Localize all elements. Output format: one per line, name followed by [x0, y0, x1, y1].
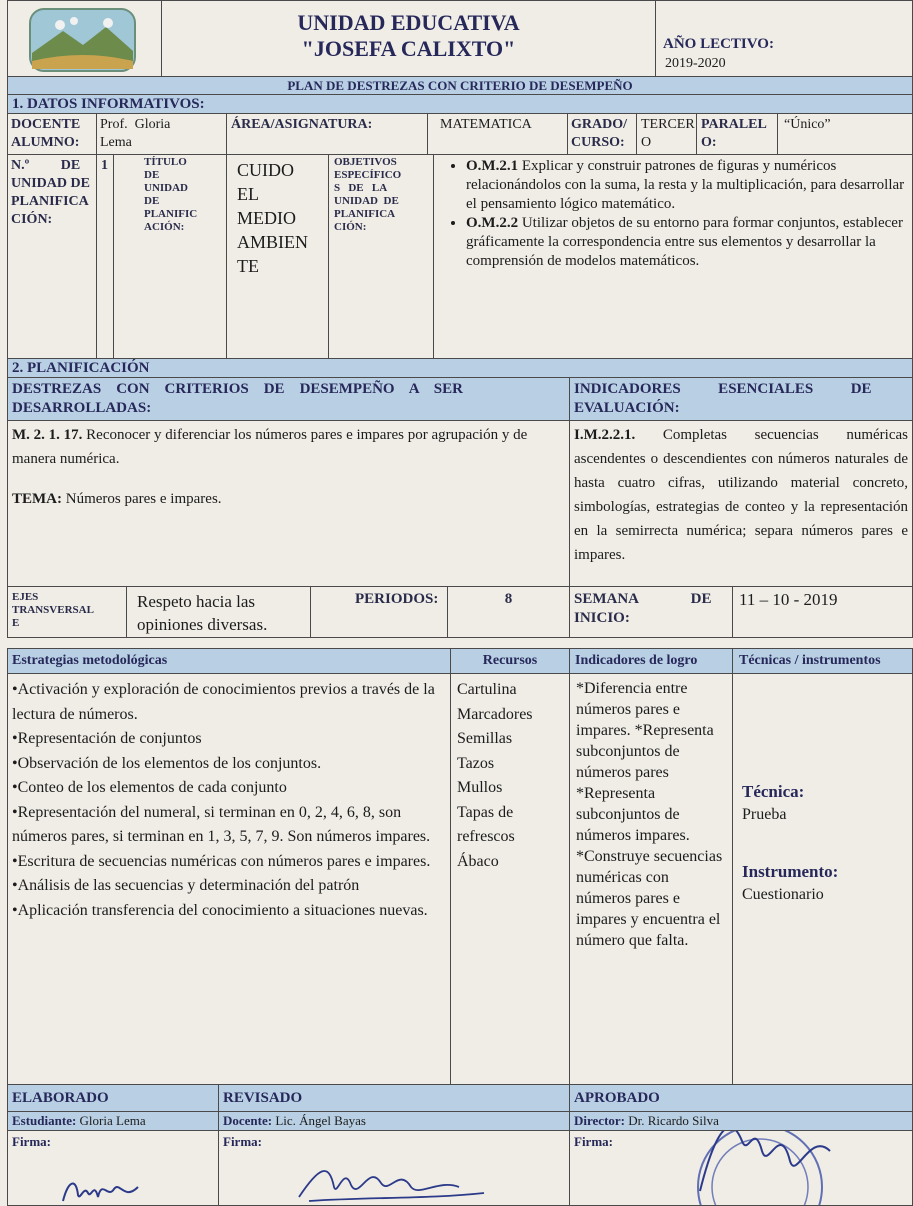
- grado-value-line1: TERCER: [641, 117, 695, 132]
- firma-label-docente: Firma:: [223, 1134, 262, 1149]
- indicadores-logro-text: *Diferencia entre números pares e impares. *Representa subconjuntos de números pares *Representa subconjuntos de números impares. *Construye secuencias numéricas con números pares e impares y encuentra el número que falta.: [576, 680, 723, 949]
- estrategia-item: •Activación y exploración de conocimientos previos a través de la lectura de números.: [12, 681, 435, 723]
- semana-label-line2: INICIO:: [574, 610, 630, 626]
- estrategias-list: [12, 678, 444, 923]
- ejes-value-cell: [126, 586, 311, 638]
- estrategias-header-cell: [7, 648, 451, 674]
- estrategia-item: •Aplicación transferencia del conocimiento a situaciones nuevas.: [12, 901, 428, 919]
- grado-label-line2: CURSO:: [571, 135, 625, 150]
- estrategia-item: •Escritura de secuencias numéricas con números pares e impares.: [12, 852, 431, 870]
- titulo-label-line2: DE: [144, 169, 160, 181]
- docente-value-line2: Lema: [100, 135, 132, 150]
- director-line: [574, 1112, 912, 1130]
- semana-label-line1: SEMANA DE: [574, 591, 712, 607]
- recurso-item: Marcadores: [457, 705, 533, 723]
- titulo-label-cell: [113, 154, 227, 359]
- ejes-label-line3: E: [12, 617, 20, 629]
- unidad-label-line2: UNIDAD DE: [11, 176, 90, 191]
- destrezas-header-line1: DESTREZAS CON CRITERIOS DE DESEMPEÑO A SER: [12, 381, 463, 397]
- objetivo-item-1: [466, 157, 912, 214]
- unidad-label-line4: CIÓN:: [11, 212, 53, 227]
- semana-value-cell: [732, 586, 913, 638]
- recurso-item: Ábaco: [457, 852, 499, 870]
- docente-firma-value: Lic. Ángel Bayas: [272, 1113, 366, 1128]
- titulo-value-line5: TE: [237, 256, 259, 276]
- school-name-line2: "JOSEFA CALIXTO": [301, 36, 516, 61]
- firma-docente-cell: [218, 1130, 570, 1206]
- titulo-label-line1: TÍTULO: [144, 156, 187, 168]
- objetivo-text-2: Utilizar objetos de su entorno para formar conjuntos, establecer gráficamente la correspondencia entre sus elementos y desarrollar la comprensión de modelos matemáticos.: [466, 215, 903, 269]
- tecnica-label: Técnica:: [742, 782, 805, 801]
- ejes-value: Respeto hacia las opiniones diversas.: [137, 592, 268, 634]
- revisado-header-cell: [218, 1084, 570, 1112]
- elaborado-title: ELABORADO: [12, 1090, 109, 1106]
- signature-estudiante: [58, 1171, 188, 1206]
- estudiante-cell: [7, 1111, 219, 1131]
- semana-label-cell: [569, 586, 733, 638]
- firma-label-director: Firma:: [574, 1134, 613, 1149]
- objetivo-text-1: Explicar y construir patrones de figuras y numéricos relacionándolos con la suma, la resta y la multiplicación, para desarrollar el pensamiento lógico matemático.: [466, 158, 905, 212]
- director-seal-and-signature: [630, 1130, 890, 1206]
- indicadores-logro-header-cell: [569, 648, 733, 674]
- periodos-label: PERIODOS:: [355, 591, 439, 607]
- destreza-text: Reconocer y diferenciar los números pares e impares por agrupación y de manera numérica.: [12, 427, 528, 467]
- objetivos-label-cell: [328, 154, 434, 359]
- director-label: Director:: [574, 1113, 626, 1128]
- grado-value-cell: [636, 113, 697, 155]
- docente-value-line1: Prof. Gloria: [100, 117, 171, 132]
- tecnicas-header-cell: [732, 648, 913, 674]
- datos-section-band: [7, 94, 913, 114]
- indicadores-header-cell: [569, 377, 913, 421]
- estudiante-line: [12, 1112, 218, 1130]
- docente-label-line1: DOCENTE: [11, 117, 81, 132]
- periodos-label-cell: [310, 586, 448, 638]
- objetivos-label-line3: S DE LA: [334, 182, 388, 194]
- objetivos-list-cell: [433, 154, 913, 359]
- titulo-value-line4: AMBIEN: [237, 232, 308, 252]
- firma-label-estudiante: Firma:: [12, 1134, 51, 1149]
- recurso-item: Tazos: [457, 754, 495, 772]
- ejes-label-cell: [7, 586, 127, 638]
- titulo-value-line3: MEDIO: [237, 208, 296, 228]
- indicador-cell: [569, 420, 913, 587]
- unidad-value-cell: [96, 154, 114, 359]
- school-year-cell: [655, 0, 913, 77]
- school-logo: [8, 1, 161, 76]
- tecnicas-cell: [732, 673, 913, 1085]
- objetivo-item-2: [466, 214, 912, 271]
- area-value: MATEMATICA: [440, 117, 532, 132]
- objetivos-label-line2: ESPECÍFICO: [334, 169, 402, 181]
- planificacion-section-band: [7, 358, 913, 378]
- destrezas-header-line2: DESARROLLADAS:: [12, 400, 152, 416]
- school-title-cell: [161, 0, 656, 77]
- docente-label-line2: ALUMNO:: [11, 135, 80, 150]
- area-label-cell: [226, 113, 428, 155]
- indicador-text: Completas secuencias numéricas ascendentes o descendientes con números naturales de hasta cuatro cifras, utilizando material concreto, simbologías, estrategias de conteo y la representación en la semirrecta numérica; separa números pares e impares.: [574, 427, 908, 563]
- indicadores-logro-cell: [569, 673, 733, 1085]
- aprobado-title: APROBADO: [574, 1090, 660, 1106]
- school-year-value: 2019-2020: [665, 56, 726, 71]
- datos-section-title: 1. DATOS INFORMATIVOS:: [12, 96, 205, 112]
- objetivos-label-line6: CIÓN:: [334, 221, 367, 233]
- director-cell: [569, 1111, 913, 1131]
- firma-director-cell: [569, 1130, 913, 1206]
- docente-firma-label: Docente:: [223, 1113, 273, 1128]
- paralelo-value-cell: [777, 113, 913, 155]
- unidad-value: 1: [101, 158, 108, 173]
- indicadores-logro-header: Indicadores de logro: [575, 653, 698, 668]
- elaborado-header-cell: [7, 1084, 219, 1112]
- destrezas-header-cell: [7, 377, 570, 421]
- titulo-label-line3: UNIDAD: [144, 182, 188, 194]
- titulo-label-line4: DE: [144, 195, 160, 207]
- docente-value-cell: [96, 113, 227, 155]
- indicador-code: I.M.2.2.1.: [574, 427, 636, 443]
- recurso-item: Cartulina: [457, 681, 517, 698]
- tema-line: [12, 489, 569, 509]
- planificacion-section-title: 2. PLANIFICACIÓN: [12, 360, 150, 376]
- docente-label-cell: [7, 113, 97, 155]
- titulo-value-cell: [226, 154, 329, 359]
- unidad-label-cell: [7, 154, 97, 359]
- grado-value-line2: O: [641, 135, 652, 150]
- estudiante-label: Estudiante:: [12, 1113, 77, 1128]
- ejes-label-line1: EJES: [12, 591, 39, 603]
- titulo-label-line5: PLANIFIC: [144, 208, 198, 220]
- signature-docente: [289, 1157, 489, 1206]
- recurso-item: Tapas de: [457, 803, 514, 821]
- tecnicas-header: Técnicas / instrumentos: [739, 653, 881, 668]
- aprobado-header-cell: [569, 1084, 913, 1112]
- estrategia-item: •Representación del numeral, si terminan en 0, 2, 4, 6, 8, son números pares, si terminan en 1, 3, 5, 7, 9. Son números impares.: [12, 803, 431, 845]
- director-value: Dr. Ricardo Silva: [625, 1113, 719, 1128]
- paralelo-value: “Único”: [784, 117, 831, 132]
- objetivos-list: [434, 157, 912, 271]
- area-value-cell: [427, 113, 568, 155]
- periodos-value: 8: [504, 591, 513, 607]
- recursos-header: Recursos: [482, 653, 538, 668]
- school-year-label: AÑO LECTIVO:: [663, 36, 774, 52]
- recursos-header-cell: [450, 648, 570, 674]
- instrumento-label: Instrumento:: [742, 862, 839, 881]
- recurso-item: refrescos: [457, 828, 515, 845]
- destreza-paragraph: [12, 423, 563, 471]
- titulo-label-line6: ACIÓN:: [144, 221, 185, 233]
- estrategia-item: •Representación de conjuntos: [12, 730, 202, 747]
- estrategia-item: •Análisis de las secuencias y determinación del patrón: [12, 877, 360, 894]
- objetivos-label-line5: PLANIFICA: [334, 208, 396, 220]
- docente-line: [223, 1112, 569, 1130]
- unidad-label-line1: N.º DE: [11, 158, 81, 173]
- objetivo-code-1: O.M.2.1: [466, 158, 519, 174]
- destreza-cell: [7, 420, 570, 587]
- objetivo-code-2: O.M.2.2: [466, 215, 519, 231]
- objetivos-label-line4: UNIDAD DE: [334, 195, 399, 207]
- docente-firma-cell: [218, 1111, 570, 1131]
- tema-value: Números pares e impares.: [62, 491, 222, 507]
- paralelo-label-cell: [696, 113, 778, 155]
- plan-title-band: [7, 76, 913, 95]
- grado-label-line1: GRADO/: [571, 117, 627, 132]
- recurso-item: Mullos: [457, 779, 503, 796]
- area-label: ÁREA/ASIGNATURA:: [231, 117, 373, 132]
- objetivos-label-line1: OBJETIVOS: [334, 156, 397, 168]
- instrumento-value: Cuestionario: [742, 886, 824, 903]
- destreza-code: M. 2. 1. 17.: [12, 427, 83, 443]
- periodos-value-cell: [447, 586, 570, 638]
- semana-value: 11 – 10 - 2019: [739, 590, 838, 609]
- indicador-paragraph: [574, 423, 908, 567]
- estrategias-cell: [7, 673, 451, 1085]
- recursos-list: [457, 678, 569, 874]
- paralelo-label-line1: PARALEL: [701, 117, 767, 132]
- recursos-cell: [450, 673, 570, 1085]
- firma-estudiante-cell: [7, 1130, 219, 1206]
- grado-label-cell: [567, 113, 637, 155]
- recurso-item: Semillas: [457, 730, 513, 747]
- titulo-value-line2: EL: [237, 184, 259, 204]
- paralelo-label-line2: O:: [701, 135, 717, 150]
- indicadores-header-line2: EVALUACIÓN:: [574, 400, 680, 416]
- titulo-value-line1: CUIDO: [237, 160, 294, 180]
- revisado-title: REVISADO: [223, 1090, 303, 1106]
- logo-cell: [7, 0, 162, 77]
- ejes-label-line2: TRANSVERSAL: [12, 604, 94, 616]
- tema-label: TEMA:: [12, 491, 62, 507]
- estrategia-item: •Observación de los elementos de los conjuntos.: [12, 754, 322, 772]
- tecnica-value: Prueba: [742, 806, 787, 823]
- school-name-line1: UNIDAD EDUCATIVA: [297, 10, 520, 35]
- estudiante-value: Gloria Lema: [76, 1113, 146, 1128]
- plan-title: PLAN DE DESTREZAS CON CRITERIO DE DESEMPEÑO: [287, 78, 633, 93]
- estrategia-item: •Conteo de los elementos de cada conjunto: [12, 779, 287, 796]
- unidad-label-line3: PLANIFICA: [11, 194, 89, 209]
- estrategias-header: Estrategias metodológicas: [12, 653, 168, 668]
- indicadores-header-line1: INDICADORES ESENCIALES DE: [574, 381, 872, 397]
